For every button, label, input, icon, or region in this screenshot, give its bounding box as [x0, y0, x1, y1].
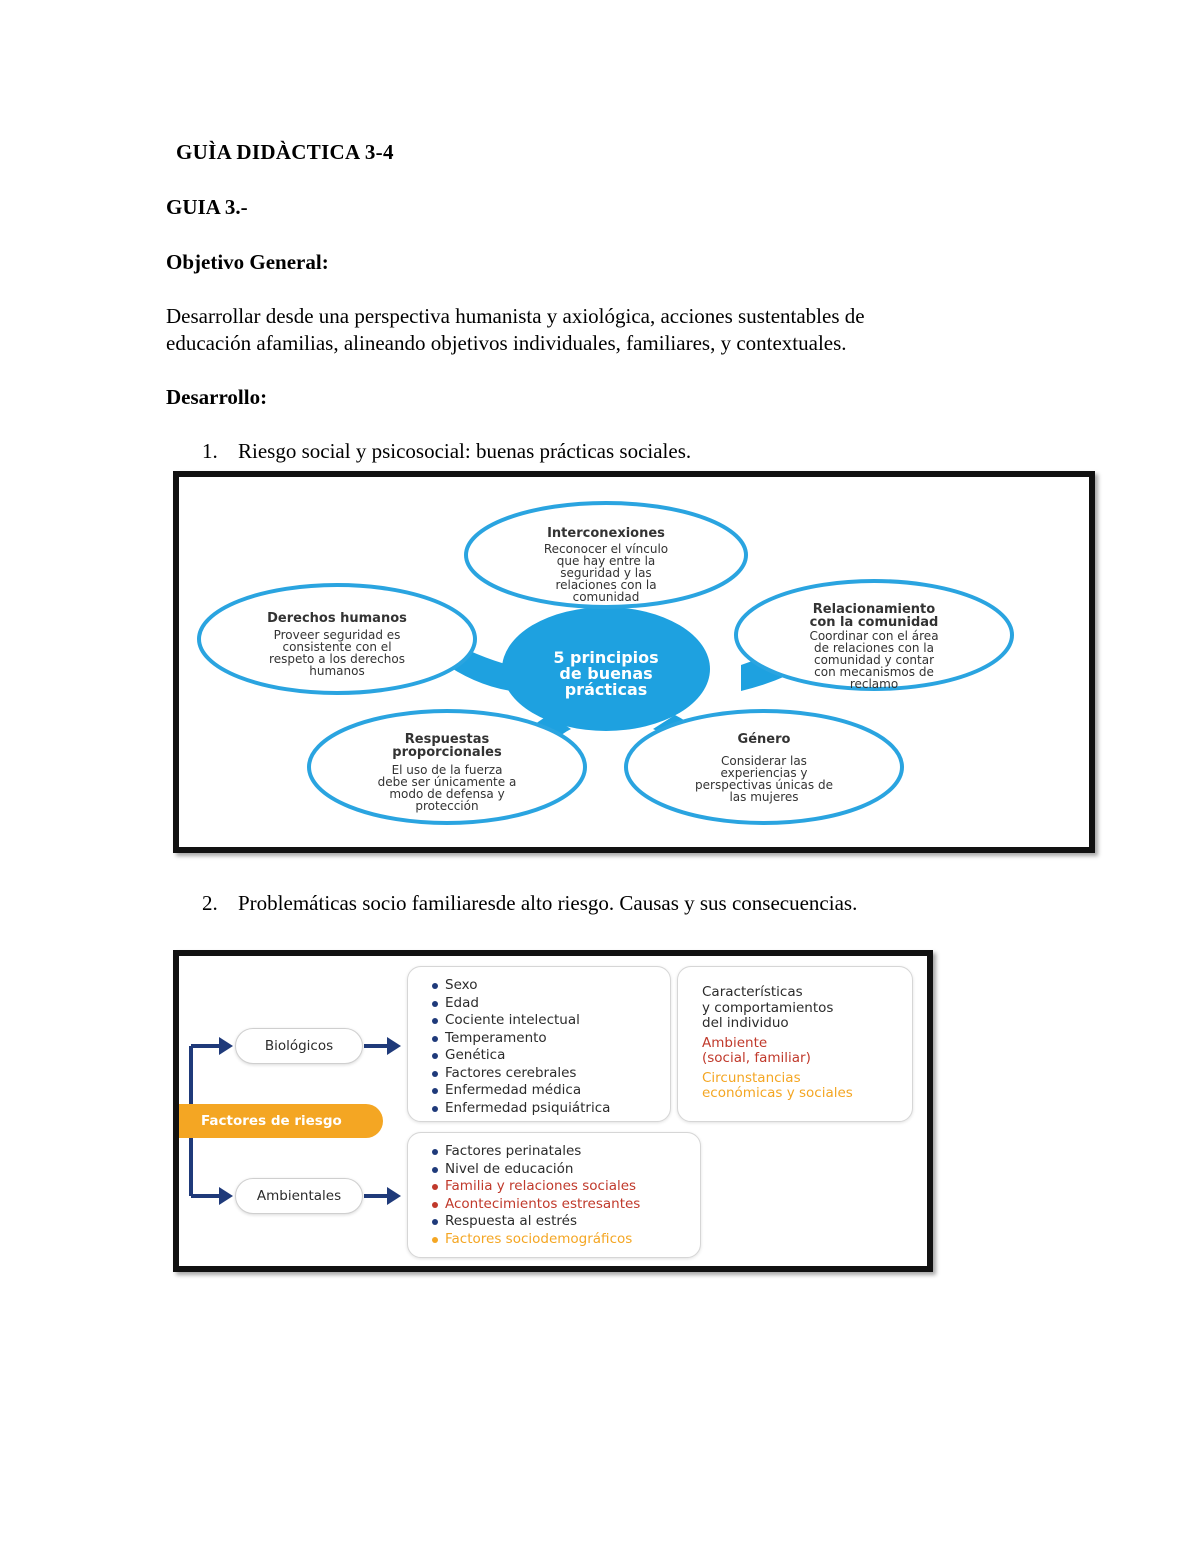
environmental-factor-item: Familia y relaciones sociales [430, 1178, 700, 1196]
node-text: Reconocer el vínculo [543, 542, 669, 556]
biological-factors-list [430, 977, 670, 1117]
list-item-number: 1. [202, 439, 218, 463]
node-respuestas-proporcionales [309, 711, 585, 823]
objective-line-2: educación afamilias, alineando objetivos individuales, familiares, y contextuales. [166, 331, 847, 355]
node-title: Respuestas [404, 732, 490, 747]
environmental-factor-item: Factores sociodemográficos [430, 1231, 700, 1249]
arrowhead-icon [387, 1187, 401, 1205]
legend-line: (social, familiar) [702, 1050, 811, 1066]
node-text: relaciones con la [555, 578, 657, 592]
biological-factor-item: Sexo [430, 977, 670, 995]
node-text: debe ser únicamente a [377, 775, 517, 789]
development-heading: Desarrollo: [166, 385, 268, 409]
legend-line: económicas y sociales [702, 1085, 853, 1101]
environmental-factors-box [407, 1132, 701, 1258]
node-title: Interconexiones [547, 526, 665, 541]
guide-subtitle: GUIA 3.- [166, 195, 248, 219]
arrowhead-icon [219, 1187, 233, 1205]
node-derechos-humanos [199, 585, 475, 693]
biological-factor-item: Cociente intelectual [430, 1012, 670, 1030]
node-text: experiencias y [720, 766, 808, 780]
center-label: prácticas [564, 680, 648, 699]
arrowhead-icon [219, 1037, 233, 1055]
legend-ambiente [702, 1036, 912, 1067]
arrowhead-icon [387, 1037, 401, 1055]
objective-line-1: Desarrollar desde una perspectiva humanista y axiológica, acciones sustentables de [166, 304, 865, 328]
node-text: comunidad [572, 590, 640, 604]
node-text: protección [415, 799, 479, 813]
biological-factor-item: Temperamento [430, 1030, 670, 1048]
node-title: Derechos humanos [267, 611, 407, 626]
principles-diagram [179, 477, 1089, 847]
node-interconexiones [466, 503, 746, 607]
environmental-factors-list [430, 1143, 700, 1248]
legend-line: Ambiente [702, 1034, 768, 1051]
node-text: Coordinar con el área [809, 629, 939, 643]
biologicos-pill: Biológicos [235, 1028, 363, 1064]
node-title: con la comunidad [809, 615, 939, 630]
node-text: humanos [309, 664, 365, 678]
node-text: Considerar las [721, 754, 807, 768]
legend-box [677, 966, 913, 1122]
node-title: proporcionales [392, 745, 502, 760]
environmental-factor-item: Factores perinatales [430, 1143, 700, 1161]
node-text: de relaciones con la [814, 641, 934, 655]
document-title: GUÌA DIDÀCTICA 3-4 [176, 140, 394, 164]
node-text: comunidad y contar [813, 653, 935, 667]
list-item-number: 2. [202, 891, 218, 915]
node-text: perspectivas únicas de [695, 778, 833, 792]
legend-line: Circunstancias [702, 1069, 801, 1086]
legend-line: del individuo [702, 1015, 789, 1031]
node-genero [626, 711, 902, 823]
biological-factor-item: Genética [430, 1047, 670, 1065]
list-item-text: Problemáticas socio familiaresde alto riesgo. Causas y sus consecuencias. [238, 891, 858, 915]
legend-line: Características [702, 984, 803, 1000]
center-label: 5 principios [553, 648, 659, 667]
node-text: con mecanismos de [814, 665, 934, 679]
node-text: El uso de la fuerza [391, 763, 503, 777]
biological-factor-item: Enfermedad psiquiátrica [430, 1100, 670, 1118]
node-text: respeto a los derechos [269, 652, 405, 666]
list-item-text: Riesgo social y psicosocial: buenas prácticas sociales. [238, 439, 692, 463]
node-text: Proveer seguridad es [273, 628, 401, 642]
biological-factor-item: Edad [430, 995, 670, 1013]
biological-factors-box [407, 966, 671, 1122]
biological-factor-item: Factores cerebrales [430, 1065, 670, 1083]
legend-line: y comportamientos [702, 999, 834, 1016]
node-title: Género [737, 732, 791, 747]
node-text: que hay entre la [556, 554, 656, 568]
objective-paragraph [166, 303, 986, 357]
legend-circunstancias [702, 1071, 912, 1102]
risk-factors-figure [173, 950, 933, 1272]
node-text: modo de defensa y [389, 787, 505, 801]
biological-factor-item: Enfermedad médica [430, 1082, 670, 1100]
ambientales-pill: Ambientales [235, 1178, 363, 1214]
node-title: Relacionamiento [812, 602, 936, 617]
environmental-factor-item: Respuesta al estrés [430, 1213, 700, 1231]
center-label: de buenas [559, 664, 653, 683]
objective-heading: Objetivo General: [166, 250, 329, 274]
legend-individual [702, 985, 912, 1032]
node-text: reclamo [849, 677, 899, 691]
environmental-factor-item: Nivel de educación [430, 1161, 700, 1179]
environmental-factor-item: Acontecimientos estresantes [430, 1196, 700, 1214]
node-relacionamiento [736, 581, 1012, 691]
node-text: consistente con el [282, 640, 392, 654]
factores-de-riesgo-label: Factores de riesgo [179, 1104, 383, 1138]
node-text: seguridad y las [560, 566, 652, 580]
node-text: las mujeres [729, 790, 799, 804]
principles-figure [173, 471, 1095, 853]
